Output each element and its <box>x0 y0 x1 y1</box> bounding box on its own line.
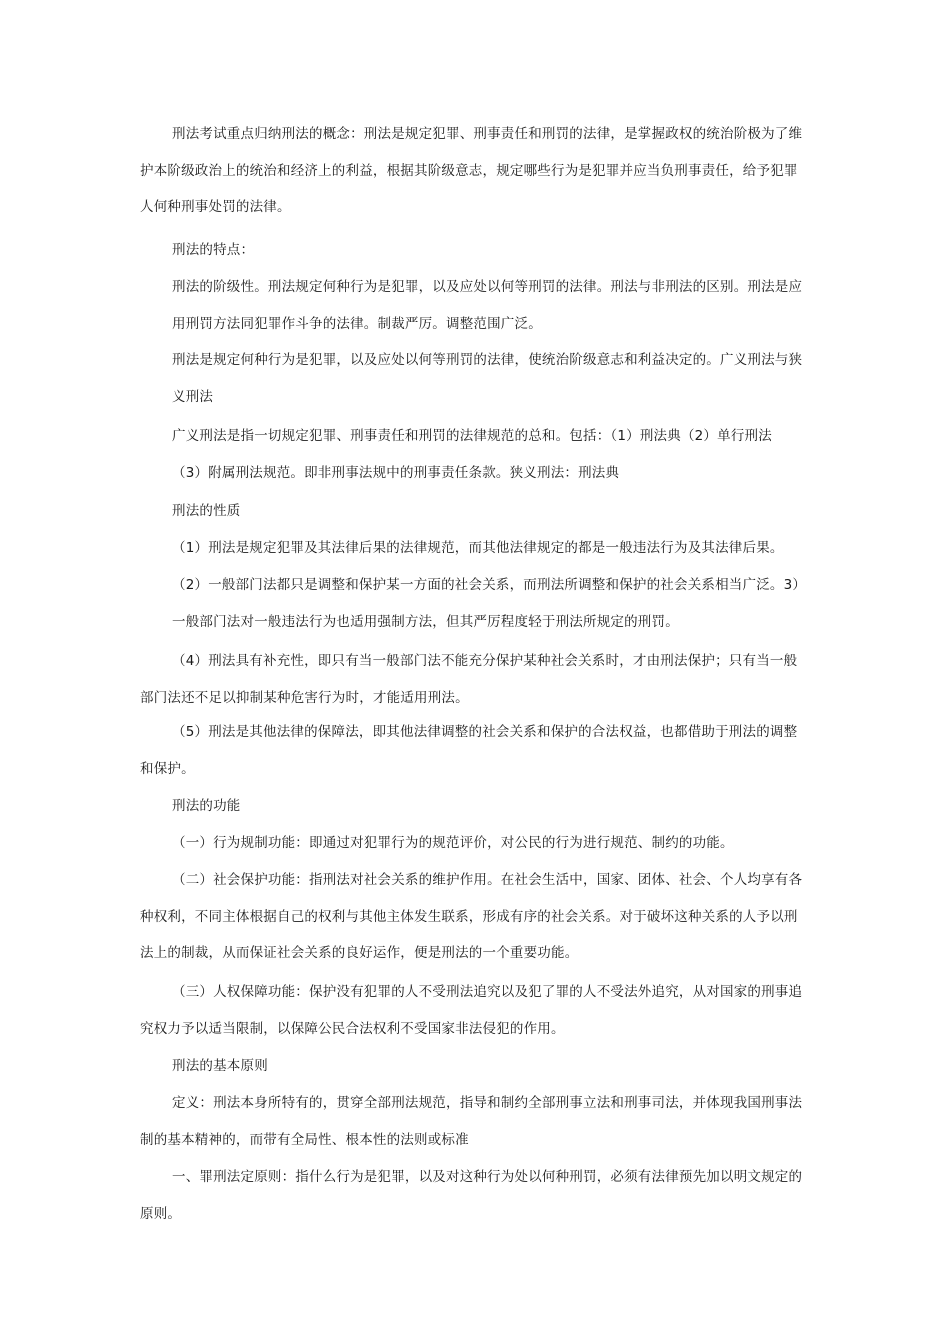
text-line: 义刑法 <box>172 388 214 405</box>
paragraph-function-1 <box>140 825 820 862</box>
heading-basic-principles <box>140 1048 820 1085</box>
text-line: 一般部门法对一般违法行为也适用强制方法，但其严厉程度轻于刑法所规定的刑罚。 <box>172 613 679 630</box>
text-line: （三）人权保障功能：保护没有犯罪的人不受刑法追究以及犯了罪的人不受法外追究，从对国家的刑事追 <box>172 984 803 1000</box>
text-line: 法上的制裁，从而保证社会关系的良好运作，便是刑法的一个重要功能。 <box>140 945 579 961</box>
heading-nature <box>140 493 820 530</box>
text-line: 制的基本精神的，而带有全局性、根本性的法则或标准 <box>140 1131 469 1148</box>
text-line: （二）社会保护功能：指刑法对社会关系的维护作用。在社会生活中，国家、团体、社会、个人均享有各 <box>172 872 803 888</box>
text-line: （2）一般部门法都只是调整和保护某一方面的社会关系，而刑法所调整和保护的社会关系相当广泛。3） <box>172 577 807 593</box>
paragraph-class-nature <box>140 269 820 342</box>
paragraph-function-2 <box>140 862 820 972</box>
text-line: 种权利，不同主体根据自己的权利与其他主体发生联系，形成有序的社会关系。对于破坏这种关系的人予以刑 <box>140 908 798 925</box>
text-line: （一）行为规制功能：即通过对犯罪行为的规范评价，对公民的行为进行规范、制约的功能。 <box>172 835 734 851</box>
heading-functions <box>140 788 820 825</box>
text-line: 用刑罚方法同犯罪作斗争的法律。制裁严厉。调整范围广泛。 <box>172 315 542 332</box>
text-line: （4）刑法具有补充性，即只有当一般部门法不能充分保护某种社会关系时，才由刑法保护；只有当一般 <box>172 653 798 669</box>
text-line: 人何种刑事处罚的法律。 <box>140 199 291 215</box>
text-line: 部门法还不足以抑制某种危害行为时，才能适用刑法。 <box>140 689 469 706</box>
text-line: （1）刑法是规定犯罪及其法律后果的法律规范，而其他法律规定的都是一般违法行为及其法律后果。 <box>172 540 784 556</box>
text-line: （5）刑法是其他法律的保障法，即其他法律调整的社会关系和保护的合法权益，也都借助于刑法的调整 <box>172 724 798 740</box>
text-line: 刑法的阶级性。刑法规定何种行为是犯罪，以及应处以何等刑罚的法律。刑法与非刑法的区别。刑法是应 <box>172 279 803 295</box>
paragraph-nature-1 <box>140 530 820 567</box>
text-line: 刑法的基本原则 <box>172 1058 268 1074</box>
text-line: 护本阶级政治上的统治和经济上的利益，根据其阶级意志，规定哪些行为是犯罪并应当负刑事责任，给予犯罪 <box>140 162 798 179</box>
heading-features <box>140 232 820 269</box>
text-line: 广义刑法是指一切规定犯罪、刑事责任和刑罚的法律规范的总和。包括：（1）刑法典（2）单行刑法 <box>172 428 772 444</box>
paragraph-function-3 <box>140 974 820 1047</box>
paragraph-nature-5 <box>140 714 820 787</box>
text-line: 定义：刑法本身所特有的，贯穿全部刑法规范，指导和制约全部刑事立法和刑事司法，并体现我国刑事法 <box>172 1095 803 1111</box>
text-line: 刑法的特点： <box>172 242 255 258</box>
text-line: 刑法是规定何种行为是犯罪，以及应处以何等刑罚的法律，使统治阶级意志和利益决定的。广义刑法与狭 <box>172 352 803 368</box>
text-line: 原则。 <box>140 1205 182 1222</box>
paragraph-broad-narrow <box>140 342 820 415</box>
text-line: 究权力予以适当限制，以保障公民合法权利不受国家非法侵犯的作用。 <box>140 1020 565 1037</box>
text-line: 刑法的性质 <box>172 503 241 519</box>
paragraph-legality-principle <box>140 1159 820 1232</box>
text-line: 一、罪刑法定原则：指什么行为是犯罪，以及对这种行为处以何种刑罚，必须有法律预先加以明文规定的 <box>172 1169 803 1185</box>
text-line: 刑法的功能 <box>172 798 241 814</box>
paragraph-broad-definition <box>140 418 820 491</box>
paragraph-definition <box>140 116 820 226</box>
text-line: 和保护。 <box>140 760 195 777</box>
paragraph-nature-2 <box>140 567 820 640</box>
text-line: 刑法考试重点归纳刑法的概念：刑法是规定犯罪、刑事责任和刑罚的法律，是掌握政权的统治阶极为了维 <box>172 126 803 142</box>
text-line: （3）附属刑法规范。即非刑事法规中的刑事责任条款。狭义刑法：刑法典 <box>172 464 620 481</box>
paragraph-principles-definition <box>140 1085 820 1158</box>
paragraph-nature-4 <box>140 643 820 716</box>
